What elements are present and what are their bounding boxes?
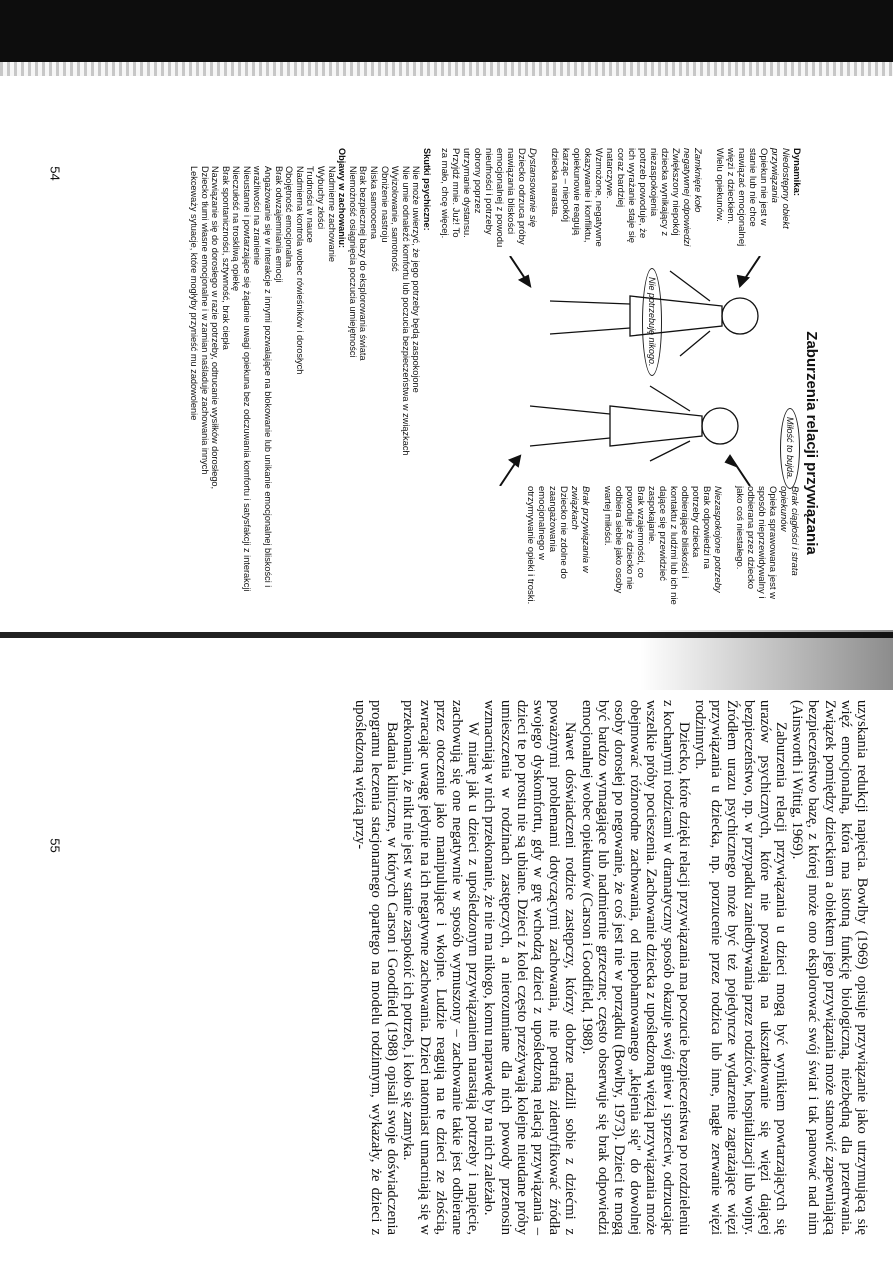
behavior-item: Dziecko tłumi własne emocjonalne i w zamian naśladuje zachowania innych [199,166,210,475]
paragraph: uzyskania redukcji napięcia. Bowlby (1969) opisuje przywiązanie jako utrzymującą się więź emocjonalną, która ma istotną funkcję biologiczną, niezbędną dla przetrwania. Związek pomiędzy dzieckiem a obiektem jego przywiązania może stanowić zapewniającą bezpieczeństwo bazę, z której może ono eksplorować swój świat i tak panować nad nim (Ainsworth i Wittig, 1969). [789,700,870,1235]
figures-illustration [460,256,780,486]
speech-bubble-left: Nie potrzebuję nikogo. [642,268,662,376]
scan-dark-edge [0,0,893,62]
dynamics-item: Brak przywiązania w związkach Dziecko nie zdolne do zaangażowania emocjonalnego w otrzymywanie opieki i troski. [525,486,591,605]
child-figure-left [550,271,758,356]
page-title: Zaburzenia relacji przywiązania [803,331,820,555]
behavior-item: Brak spontaniczności, sztywność, brak ciepła [220,166,231,350]
arrow-icon [500,256,760,486]
behavior-item: Nadmierne zachowanie [326,166,337,263]
behavior-item: Obojętność emocjonalna [284,166,295,268]
dynamics-item: Zamknięte koło negatywnej odpowiedzi Zwiększony niepokój dziecka wynikający z niezaspokojenia potrzeb powoduje, że ich wyrażanie staje się coraz bardziej natarczywe. Wzmożone, negatywne okazywanie i konfliktu, opiekunowie reagują karząc – niepokój dziecka narasta. [549,148,703,247]
behavior-heading: Objawy w zachowaniu: [337,148,348,249]
dynamics-item: Brak wzajemności, co powoduje że dziecko nie odbiera siebie jako osoby wartej miłości. [602,486,646,594]
page-number-left: 54 [47,166,63,181]
speech-bubble-right: Miłość to bujda. [780,408,800,489]
page-number-right: 55 [47,838,63,853]
spine-shadow [640,630,893,690]
effect-item: Niska samoocena [369,166,380,240]
effect-item: Brak bezpiecznej bazy do eksplorowania świata [358,166,369,361]
behavior-item: Nieczułość na troskliwą opiekę [231,166,242,292]
paragraph: Dziecko, które dzięki relacji przywiązania ma poczucie bezpieczeństwa po rozdzieleniu z kochanymi rodzicami w dramatyczny sposób okazuje swój gniew i sprzeciw, odrzucając wszelkie próby pocieszenia. Zachowanie dziecka z upośledzoną więzią przywiązania może obejmować różnorodne zachowania, od niepohamowanego „klejenia się" do dowolnej osoby dorosłej po negowanie, że coś jest nie w porządku (Bowlby, 1973). Dzieci te mogą być bardzo wymagające lub nadmiernie grzeczne; często obserwuje się brak odpowiedzi emocjonalnej wobec opiekunów (Carson i Goodfield, 1988). [578,700,692,1235]
effect-item: Wyizolowanie, samotność [390,166,401,272]
effects-section [188,148,432,618]
paragraph: Nawet doświadczeni rodzice zastępczy, którzy dobrze radzili sobie z dziećmi z poważnymi problemami dotyczącymi zachowania, nie potrafią zidentyfikować źródła swojego dyskomfortu, gdy w grę wchodzą dzieci z upośledzoną relacją przywiązania – dzieci te po prostu nie są ubiane. Dzieci z kolei często przeżywają kolejne nieudane próby umieszczenia w rodzinach zastępczych, a nierozumiane dla nich powody przenosin wzmacniają w nich przekonanie, że nie ma nikogo, komu naprawdę by na nich zależało. [481,700,579,1235]
dynamics-left-column [439,148,802,248]
dynamics-right-column [525,486,800,606]
behavior-item: Lekceważy sytuacje, które mogłyby przynieść mu zadowolenie [188,166,199,421]
behavior-item: Brak odwzajemniania emocji [273,166,284,283]
paragraph: Badania kliniczne, w których Carson i Goodfield (1988) opisali swoje doświadczenia programu leczenia stacjonarnego opartego na modelu rodzinnym, wykazały, że dzieci z upośledzoną więzią przy- [351,700,401,1235]
scan-noise [0,62,893,76]
dynamics-item: Niedostępny obiekt przywiązania Opiekun nie jest w stanie lub nie chce nawiązać emocjonalnej więzi z dzieckiem. Wielu opiekunów. [714,148,791,247]
dynamics-item: Brak ciągłości i strata opiekunów Opieka sprawowana jest w sposób nieprzewidywalny i odbierana przez dziecko jako coś niestałego. [734,486,800,599]
behavior-item: Wybuchy złości [316,166,327,230]
dynamics-item: Niezaspokojone potrzeby Brak odpowiedzi na potrzeby dziecka odbierające bliskości i kontaktu z ludźmi lub ich nie dające się przewidzieć zaspokajanie. [646,486,723,605]
effects-heading: Skutki psychiczne: [422,148,432,231]
left-page [100,148,820,618]
effect-item: Niemożność osiągnięcia poczucia umiejętności [347,166,358,358]
effect-item: Obniżenie nastroju [379,166,390,243]
behavior-item: Trudności w nauce [305,166,316,243]
paragraph: W miarę jak u dzieci z upośledzonym przywiązaniem narastają potrzeby i napięcie, zachowują się one negatywnie w sposób wymuszony – zachowanie takie jest odbierane przez otoczenie jako manipulujące i wkojne. Ludzie reagują na te dzieci ze złością, zwracając uwagę jedynie na ich negatywne zachowania. Dzieci natomiast umacniają się w przekonaniu, że nikt nie jest w stanie zaspokoić ich potrzeb, i koło się zamyka. [400,700,482,1235]
paragraph: Zaburzenia relacji przywiązania u dzieci mogą być wynikiem powtarzających się urazów psychicznych, które nie pozwalają na ukształtowanie się więzi dającej bezpieczeństwo, np. w przypadku zaniedbywania przez rodziców, hospitalizacji lub wojny. Źródłem urazu psychicznego może być też pojedyncze wydarzenie zagrażające więzi przywiązania u dziecka, np. porzucenie przez rodzica lub inne, nagłe zerwanie więzi rodzinnych. [691,700,789,1235]
behavior-item: Nazwiązanie się do dorosłego w razie potrzeby, odtrucanie wysiłków dorosłego, [210,166,221,490]
dynamics-item: Dystansowanie się Dziecko odrzuca próby nawiązania bliskości emocjonalnej z powodu nieufności i potrzeby obrony poprzez utrzymanie dystansu. Przyjdź mnie. Już! To za mało, chcę więcej. [439,148,538,248]
behavior-item: Nieustanne i powtarzające się żądanie uwagi opiekuna bez odczuwania komfortu i satysfakcji z interakcji [241,166,252,592]
behavior-item: Nadmierna kontrola wobec rówieśników i dorosłych [294,166,305,375]
behavior-item: Angażowanie się w interakcje z innymi pozwalające na blokowanie lub unikanie emocjonalnej bliskości i wrażliwości na zranienie [252,166,274,588]
right-page [351,700,870,1235]
effect-item: Nie umie odnaleźć komfortu lub poczucia bezpieczeństwa w związkach [400,166,411,456]
effect-item: Nie może uwierzyć, że jego potrzeby będą zaspokojone [411,166,422,393]
dynamics-heading: Dynamika: [791,148,802,197]
child-figure-right [530,386,738,461]
